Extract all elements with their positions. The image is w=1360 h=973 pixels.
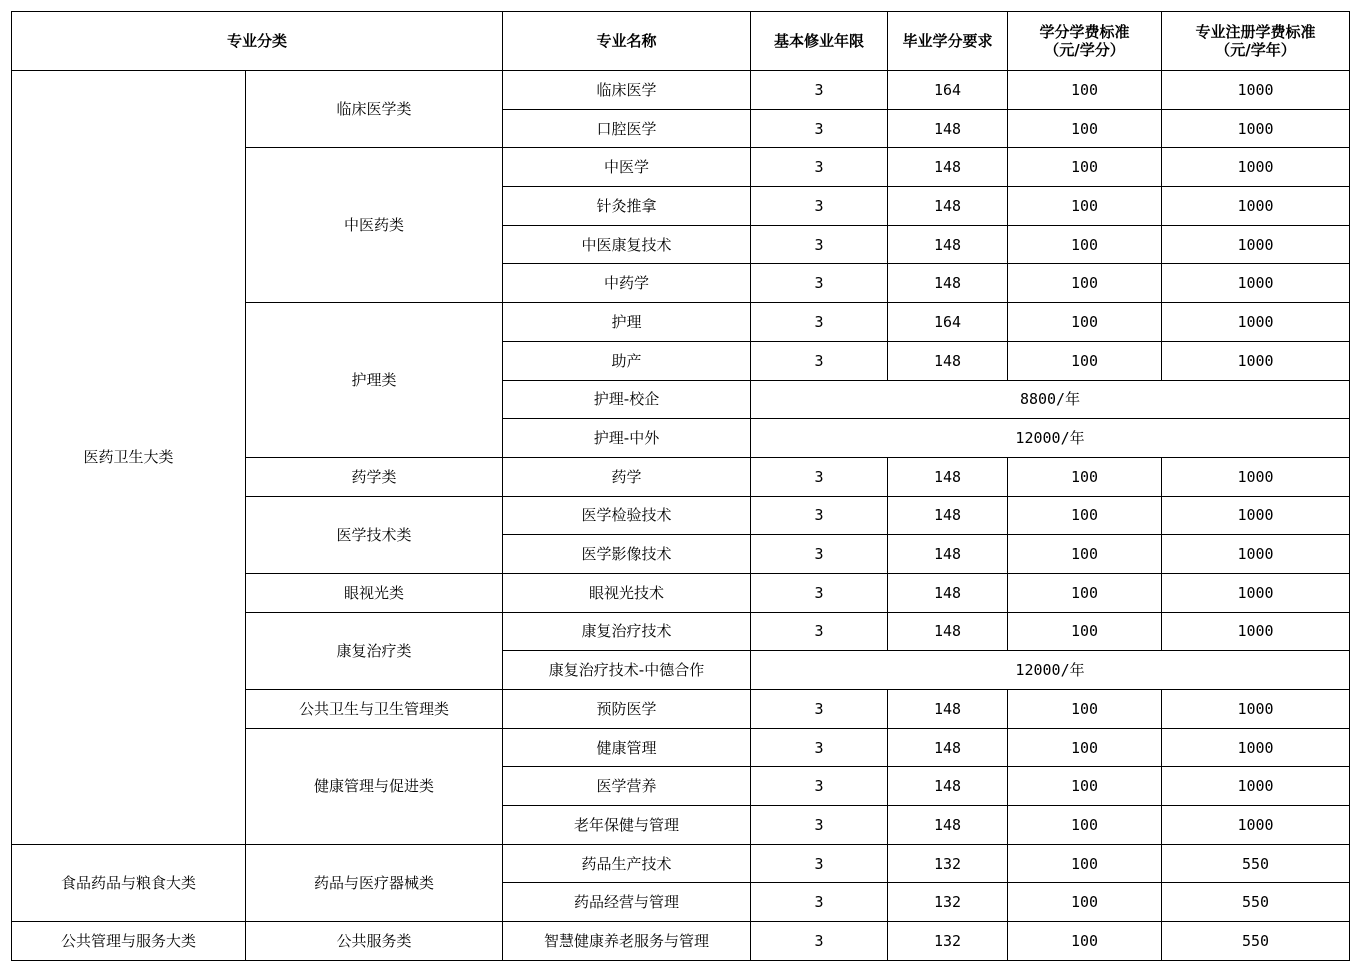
- credit-fee-cell: 100: [1008, 612, 1162, 651]
- years-cell: 3: [751, 71, 888, 110]
- credits-cell: 132: [888, 844, 1008, 883]
- major-cell: 中医康复技术: [503, 225, 751, 264]
- credits-cell: 148: [888, 535, 1008, 574]
- credits-cell: 148: [888, 690, 1008, 729]
- reg-fee-cell: 1000: [1162, 767, 1350, 806]
- sub-category-cell: 公共服务类: [246, 922, 503, 961]
- credits-cell: 148: [888, 612, 1008, 651]
- major-cell: 预防医学: [503, 690, 751, 729]
- years-cell: 3: [751, 496, 888, 535]
- major-cell: 药品经营与管理: [503, 883, 751, 922]
- major-cell: 临床医学: [503, 71, 751, 110]
- credit-fee-cell: 100: [1008, 573, 1162, 612]
- sub-category-cell: 康复治疗类: [246, 612, 503, 689]
- reg-fee-cell: 1000: [1162, 264, 1350, 303]
- sub-category-cell: 公共卫生与卫生管理类: [246, 690, 503, 729]
- credits-cell: 148: [888, 109, 1008, 148]
- credit-fee-cell: 100: [1008, 109, 1162, 148]
- reg-fee-cell: 1000: [1162, 612, 1350, 651]
- table-row: [12, 844, 1350, 883]
- credit-fee-cell: 100: [1008, 844, 1162, 883]
- credits-cell: 132: [888, 922, 1008, 961]
- credits-cell: 148: [888, 728, 1008, 767]
- sub-category-cell: 药学类: [246, 457, 503, 496]
- credit-fee-cell: 100: [1008, 457, 1162, 496]
- big-category-cell: 食品药品与粮食大类: [12, 844, 246, 921]
- big-category-cell: 医药卫生大类: [12, 71, 246, 845]
- reg-fee-cell: 1000: [1162, 535, 1350, 574]
- credits-cell: 148: [888, 573, 1008, 612]
- major-cell: 药品生产技术: [503, 844, 751, 883]
- years-cell: 3: [751, 573, 888, 612]
- reg-fee-cell: 1000: [1162, 187, 1350, 226]
- credit-fee-cell: 100: [1008, 148, 1162, 187]
- reg-fee-cell: 1000: [1162, 728, 1350, 767]
- years-cell: 3: [751, 303, 888, 342]
- years-cell: 3: [751, 844, 888, 883]
- years-cell: 3: [751, 187, 888, 226]
- header-category: 专业分类: [12, 12, 503, 71]
- credits-cell: 148: [888, 148, 1008, 187]
- reg-fee-cell: 1000: [1162, 341, 1350, 380]
- header-years: 基本修业年限: [751, 12, 888, 71]
- table-row: [12, 71, 1350, 110]
- credit-fee-cell: 100: [1008, 71, 1162, 110]
- major-cell: 康复治疗技术-中德合作: [503, 651, 751, 690]
- credits-cell: 164: [888, 303, 1008, 342]
- credits-cell: 148: [888, 767, 1008, 806]
- major-cell: 健康管理: [503, 728, 751, 767]
- credits-cell: 148: [888, 264, 1008, 303]
- credits-cell: 148: [888, 187, 1008, 226]
- major-cell: 助产: [503, 341, 751, 380]
- sub-category-cell: 眼视光类: [246, 573, 503, 612]
- reg-fee-cell: 1000: [1162, 109, 1350, 148]
- major-cell: 护理-中外: [503, 419, 751, 458]
- credit-fee-cell: 100: [1008, 225, 1162, 264]
- header-major: 专业名称: [503, 12, 751, 71]
- years-cell: 3: [751, 341, 888, 380]
- reg-fee-cell: 1000: [1162, 225, 1350, 264]
- header-reg-fee: 专业注册学费标准 （元/学年）: [1162, 12, 1350, 71]
- credit-fee-cell: 100: [1008, 922, 1162, 961]
- reg-fee-cell: 550: [1162, 844, 1350, 883]
- big-category-cell: 公共管理与服务大类: [12, 922, 246, 961]
- major-cell: 智慧健康养老服务与管理: [503, 922, 751, 961]
- table-row: [12, 922, 1350, 961]
- credits-cell: 164: [888, 71, 1008, 110]
- credit-fee-cell: 100: [1008, 690, 1162, 729]
- major-cell: 中药学: [503, 264, 751, 303]
- credit-fee-cell: 100: [1008, 341, 1162, 380]
- years-cell: 3: [751, 806, 888, 845]
- reg-fee-cell: 1000: [1162, 148, 1350, 187]
- reg-fee-cell: 1000: [1162, 496, 1350, 535]
- credit-fee-cell: 100: [1008, 303, 1162, 342]
- credits-cell: 132: [888, 883, 1008, 922]
- sub-category-cell: 健康管理与促进类: [246, 728, 503, 844]
- major-cell: 医学营养: [503, 767, 751, 806]
- reg-fee-cell: 1000: [1162, 806, 1350, 845]
- sub-category-cell: 医学技术类: [246, 496, 503, 573]
- reg-fee-cell: 1000: [1162, 457, 1350, 496]
- years-cell: 3: [751, 690, 888, 729]
- years-cell: 3: [751, 883, 888, 922]
- years-cell: 3: [751, 225, 888, 264]
- years-cell: 3: [751, 922, 888, 961]
- credit-fee-cell: 100: [1008, 767, 1162, 806]
- header-row: [12, 12, 1350, 71]
- years-cell: 3: [751, 148, 888, 187]
- credit-fee-cell: 100: [1008, 264, 1162, 303]
- credits-cell: 148: [888, 341, 1008, 380]
- major-cell: 针灸推拿: [503, 187, 751, 226]
- credit-fee-cell: 100: [1008, 187, 1162, 226]
- reg-fee-cell: 550: [1162, 922, 1350, 961]
- sub-category-cell: 临床医学类: [246, 71, 503, 148]
- credit-fee-cell: 100: [1008, 728, 1162, 767]
- reg-fee-cell: 1000: [1162, 573, 1350, 612]
- credits-cell: 148: [888, 806, 1008, 845]
- major-cell: 口腔医学: [503, 109, 751, 148]
- years-cell: 3: [751, 767, 888, 806]
- major-cell: 医学检验技术: [503, 496, 751, 535]
- major-cell: 眼视光技术: [503, 573, 751, 612]
- major-cell: 中医学: [503, 148, 751, 187]
- header-credits: 毕业学分要求: [888, 12, 1008, 71]
- flat-fee-cell: 8800/年: [751, 380, 1350, 419]
- credit-fee-cell: 100: [1008, 535, 1162, 574]
- flat-fee-cell: 12000/年: [751, 419, 1350, 458]
- years-cell: 3: [751, 535, 888, 574]
- credits-cell: 148: [888, 457, 1008, 496]
- years-cell: 3: [751, 728, 888, 767]
- sub-category-cell: 药品与医疗器械类: [246, 844, 503, 921]
- credits-cell: 148: [888, 225, 1008, 264]
- sub-category-cell: 中医药类: [246, 148, 503, 303]
- credit-fee-cell: 100: [1008, 883, 1162, 922]
- reg-fee-cell: 550: [1162, 883, 1350, 922]
- reg-fee-cell: 1000: [1162, 71, 1350, 110]
- credit-fee-cell: 100: [1008, 806, 1162, 845]
- reg-fee-cell: 1000: [1162, 303, 1350, 342]
- credits-cell: 148: [888, 496, 1008, 535]
- fee-table: [11, 11, 1350, 961]
- credit-fee-cell: 100: [1008, 496, 1162, 535]
- major-cell: 药学: [503, 457, 751, 496]
- major-cell: 护理-校企: [503, 380, 751, 419]
- years-cell: 3: [751, 612, 888, 651]
- flat-fee-cell: 12000/年: [751, 651, 1350, 690]
- years-cell: 3: [751, 264, 888, 303]
- major-cell: 护理: [503, 303, 751, 342]
- major-cell: 康复治疗技术: [503, 612, 751, 651]
- header-credit-fee: 学分学费标准 （元/学分）: [1008, 12, 1162, 71]
- major-cell: 老年保健与管理: [503, 806, 751, 845]
- major-cell: 医学影像技术: [503, 535, 751, 574]
- years-cell: 3: [751, 109, 888, 148]
- reg-fee-cell: 1000: [1162, 690, 1350, 729]
- sub-category-cell: 护理类: [246, 303, 503, 458]
- years-cell: 3: [751, 457, 888, 496]
